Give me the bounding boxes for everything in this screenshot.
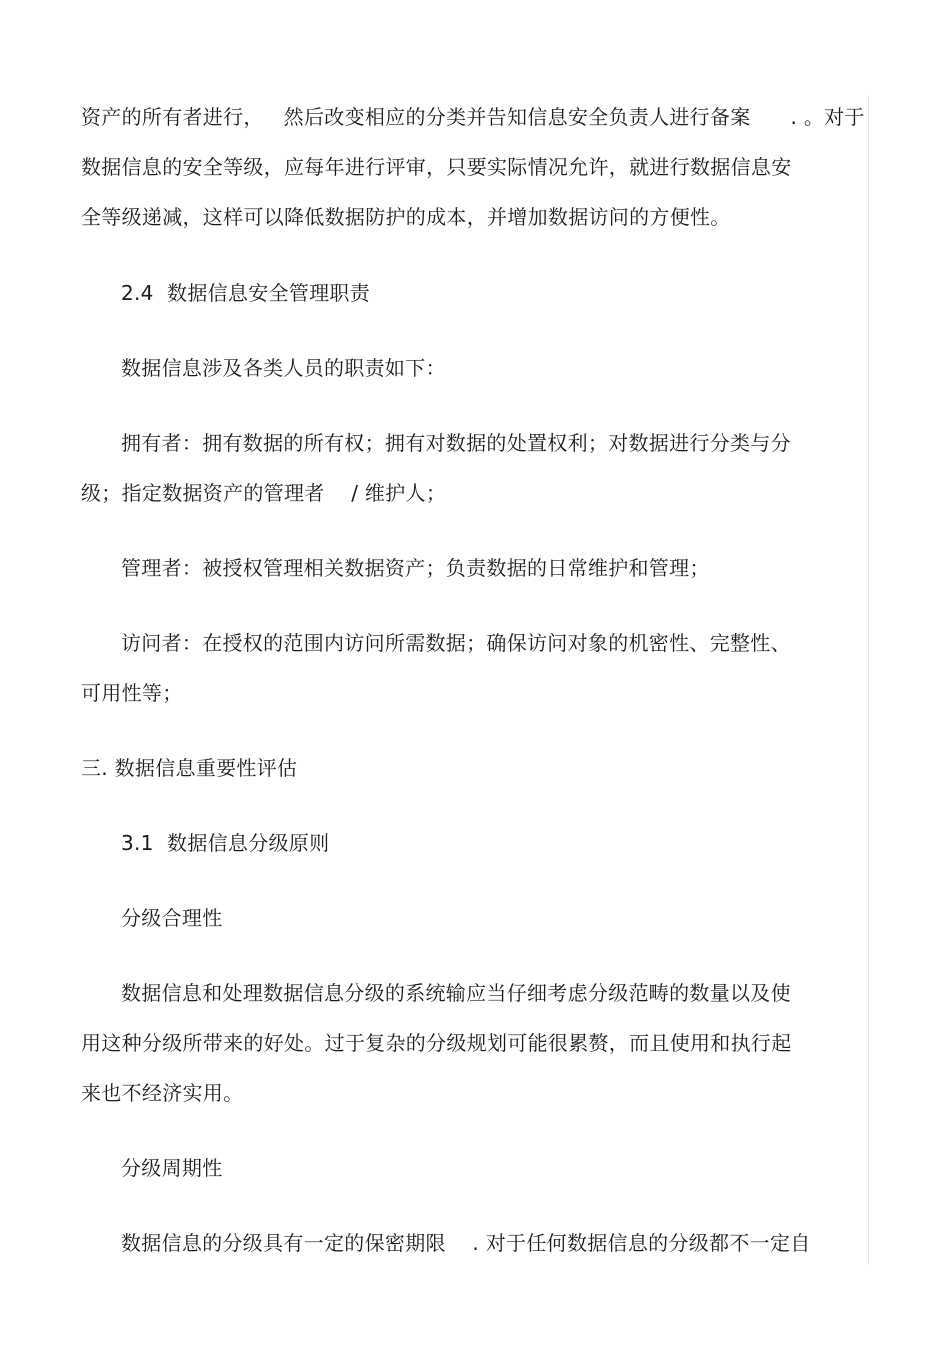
page-right-edge bbox=[868, 95, 869, 1265]
body-text-line: 访问者：在授权的范围内访问所需数据；确保访问对象的机密性、完整性、 bbox=[121, 631, 791, 655]
section-heading-3-1: 3.1 数据信息分级原则 bbox=[121, 831, 330, 855]
body-text-line: 数据信息涉及各类人员的职责如下： bbox=[121, 356, 446, 380]
body-text-line: 数据信息的分级具有一定的保密期限 . 对于任何数据信息的分级都不一定自 bbox=[121, 1231, 811, 1255]
body-text-line: 全等级递减，这样可以降低数据防护的成本，并增加数据访问的方便性。 bbox=[81, 205, 731, 229]
body-text-line: 数据信息的安全等级，应每年进行评审，只要实际情况允许，就进行数据信息安 bbox=[81, 155, 792, 179]
body-text-line: 级；指定数据资产的管理者 / 维护人； bbox=[81, 481, 447, 505]
body-text-line: 资产的所有者进行， 然后改变相应的分类并告知信息安全负责人进行备案 . 。对于 bbox=[81, 105, 865, 129]
subheading-rationality: 分级合理性 bbox=[121, 906, 223, 930]
body-text-line: 用这种分级所带来的好处。过于复杂的分级规划可能很累赘，而且使用和执行起 bbox=[81, 1031, 792, 1055]
body-text-line: 管理者：被授权管理相关数据资产；负责数据的日常维护和管理； bbox=[121, 556, 710, 580]
subheading-periodicity: 分级周期性 bbox=[121, 1156, 223, 1180]
body-text-line: 数据信息和处理数据信息分级的系统输应当仔细考虑分级范畴的数量以及使 bbox=[121, 981, 791, 1005]
chapter-heading-3: 三. 数据信息重要性评估 bbox=[81, 756, 298, 780]
body-text-line: 可用性等； bbox=[81, 681, 183, 705]
body-text-line: 拥有者：拥有数据的所有权；拥有对数据的处置权利；对数据进行分类与分 bbox=[121, 431, 791, 455]
section-heading-2-4: 2.4 数据信息安全管理职责 bbox=[121, 281, 371, 305]
body-text-line: 来也不经济实用。 bbox=[81, 1081, 244, 1105]
